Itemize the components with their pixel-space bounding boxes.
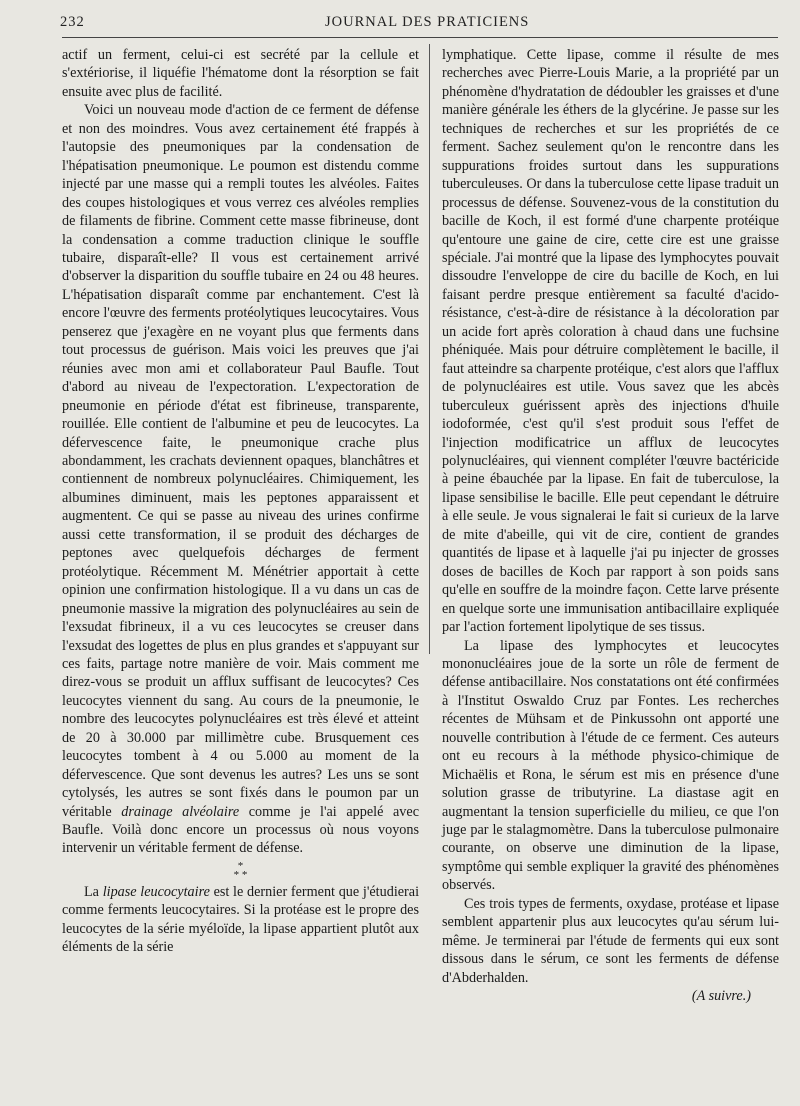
paragraph: Ces trois types de ferments, oxydase, protéase et lipase semblent appartenir plus aux leucocytes qu'au sérum lui-même. Je terminerai par l'étude de ferments qui eux sont dissous dans le sérum, ce sont les ferments de défense d'Abderhalden. [442, 895, 779, 986]
paragraph: La lipase des lymphocytes et leucocytes mononucléaires joue de la sorte un rôle de ferment de défense antibacillaire. Nos constatations ont été confirmées à l'Institut Oswaldo Cruz par Fontes. Les recherches récentes de Mühsam et de Pinkussohn ont apporté une nouvelle contribution à l'étude de ce ferment. Ces auteurs ont eu recours à la méthode physico-chimique de Michaëlis et Rona, le sérum est mis en présence d'une solution grasse de tributyrine. La diastase agit en augmentant la tension superficielle du milieu, ce que l'on juge par le stalagmomètre. Dans la tuberculose pulmonaire courante, on observe une diminution de la lipase, symptôme qui semble expliquer la gravité des phénomènes observés. [442, 637, 779, 894]
asterism-bottom: * * [233, 868, 248, 881]
page-number: 232 [60, 14, 85, 30]
paragraph [62, 883, 419, 957]
to-be-continued: (A suivre.) [691, 988, 751, 1005]
right-column [442, 46, 779, 1006]
column-divider [429, 44, 430, 654]
paragraph-text: comme je l'ai appelé avec Baufle. Voilà donc encore un processus où nous voyons intervenir un véritable ferment de défense. [62, 803, 419, 857]
paragraph-text: Voici un nouveau mode d'action de ce ferment de défense et non des moindres. Vous avez certainement été frappés à l'autopsie des pneumoniques par la condensation de l'hépatisation pneumonique. Le poumon est distendu comme injecté par une masse qui a rempli toutes les alvéoles. Faites des coupes histologiques et vous verrez ces alvéoles remplies de filaments de fibrine. Comment cette masse fibrineuse, dont la condensation a comme traduction clinique le souffle tubaire, disparaît-elle? Il vous est certainement arrivé d'observer la disparition du souffle tubaire en 24 ou 48 heures. L'hépatisation disparaît comme par enchantement. C'est là encore l'œuvre des ferments protéolytiques leucocytaires. Vous penserez que j'exagère en ne voyant plus que ferments dans tout processus de guérison. Mais voici les preuves que j'ai réunies avec mon ami et collaborateur Paul Baufle. Tout d'abord au niveau de l'expectoration. L'expectoration de pneumonie en période d'état est fibrineuse, transparente, rouillée. Elle contient de l'albumine et peu de leucocytes. La défervescence faite, le pneumonique crache plus abondamment, les crachats deviennent opaques, blanchâtres et contiennent de nombreux polynucléaires. Chimiquement, les albumines diminuent, mais les peptones apparaissent et augmentent. Ce qui se passe au niveau des urines confirme aussi cette transformation, il se produit des décharges de peptones avec quelquefois décharges de ferment protéolytique. Récemment M. Ménétrier apportait à cette opinion une confirmation histologique. Il a vu dans un cas de pneumonie massive la migration des polynucléaires au sein de l'exsudat fibrineux, il a vu ces leucocytes se creuser dans l'exsudat des logettes de plus en plus grandes et s'appuyant sur ces faits, partage notre manière de voir. Mais comment me direz-vous se produit un afflux suffisant de leucocytes? Ces leucocytes viennent du sang. Au cours de la pneumonie, le nombre des leucocytes polynucléaires est très élevé et atteint de 20 à 30.000 par millimètre cube. Brusquement ces leucocytes tombent à 4 ou 5.000 au moment de la défervescence. Que sont devenus les autres? Les uns se sont cytolysés, les autres se sont fixés dans le poumon par un véritable [62, 102, 420, 820]
paragraph-text: La [84, 883, 99, 900]
section-asterism [62, 859, 419, 881]
left-column [62, 46, 419, 957]
italic-term: lipase leucocytaire [102, 883, 210, 900]
italic-term: drainage alvéolaire [121, 803, 240, 820]
paragraph-text: est le dernier ferment que j'étudierai comme ferments leucocytaires. Si la protéase est le propre des leucocytes de la série myéloïde, la lipase appartient plutôt aux éléments de la série [62, 883, 420, 956]
paragraph: actif un ferment, celui-ci est secrété par la cellule et s'extériorise, il liquéfie l'hématome dont la résorption se fait ensuite avec plus de facilité. [62, 47, 419, 100]
asterism-top: * [237, 859, 244, 872]
header-rule [62, 37, 778, 38]
paragraph: lymphatique. Cette lipase, comme il résulte de mes recherches avec Pierre-Louis Marie, a la propriété par un phénomène d'hydratation de dédoubler les graisses et d'une manière générale les éthers de la glycérine. Je passe sur les techniques de recherches et sur les propriétés de ce ferment. Sachez seulement qu'on le rencontre dans les suppurations froides surtout dans les suppurations tuberculeuses. Or dans la tuberculose cette lipase traduit un processus de défense. Souvenez-vous de la constitution du bacille de Koch, il est formé d'une charpente protéique qu'entoure une gaine de cire, cette cire est une graisse spéciale. J'ai montré que la lipase des lymphocytes pouvait dissoudre l'enveloppe de cire du bacille de Koch, en lui faisant perdre presque entièrement sa faculté d'acido-résistance, c'est-à-dire de résistance à la décoloration par un acide fort après coloration à chaud dans une fuchsine phéniquée. Mais pour détruire complètement le bacille, il faut atteindre sa charpente protéique, c'est alors que l'afflux de polynucléaires est utile. Vous savez que les abcès tuberculeux guérissent après des injections d'huile iodoformée, c'est qu'il s'est produit sous l'effet de l'injection modificatrice un afflux de leucocytes polynucléaires, qui viennent compléter l'œuvre bactéricide à peine ébauchée par la lipase. En fait de tuberculose, la lipase sensibilise le bacille. Elle peut cependant le détruire à elle seule. Je vous signalerai le fait si curieux de la larve de mite d'abeille, qui vit de cire, contient de grandes quantités de lipase et à laquelle j'ai pu injecter de grosses doses de bacilles de Koch par rapport à son poids sans qu'elle en souffre de la moindre façon. Cette larve présente en quelque sorte une immunisation antibacillaire expliquée par l'action fortement lipolytique de ses tissus. [442, 47, 779, 636]
journal-title: JOURNAL DES PRATICIENS [325, 14, 530, 30]
paragraph [62, 101, 419, 858]
running-header [60, 14, 770, 34]
